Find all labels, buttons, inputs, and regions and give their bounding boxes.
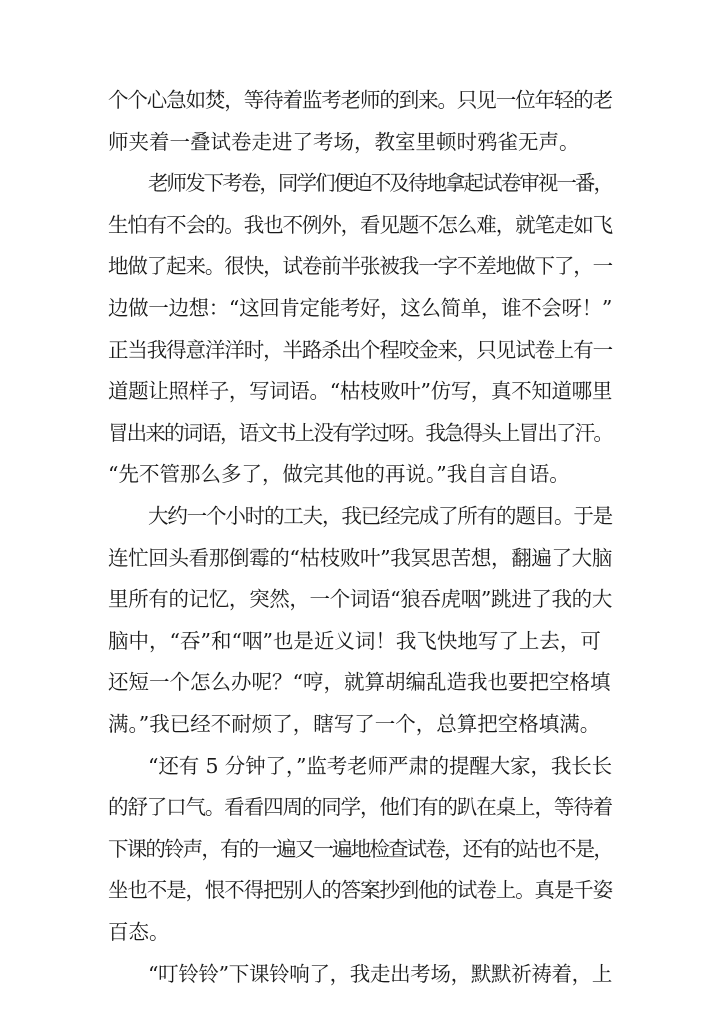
text-line [0,330,720,370]
text-line-content: 地做了起来。很快，试卷前半张被我一字不差地做下了，一 [108,254,612,278]
text-line [0,538,720,578]
text-line-content: “叮铃铃”下课铃响了，我走出考场，默默祈祷着，上 [148,962,612,986]
text-line-content: 道题让照样子，写词语。“枯枝败叶”仿写，真不知道哪里 [108,379,612,403]
text-line-content: 师夹着一叠试卷走进了考场，教室里顿时鸦雀无声。 [108,130,580,154]
text-line [0,496,720,536]
text-line-content: 还短一个怎么办呢？“哼，就算胡编乱造我也要把空格填 [108,670,611,694]
text-line [0,621,720,661]
text-line-content: 脑中，“吞”和“咽”也是近义词！我飞快地写了上去，可 [108,629,601,653]
text-line-content: 坐也不是，恨不得把别人的答案抄到他的试卷上。真是千姿 [108,878,612,902]
text-line [0,954,720,994]
text-line [0,205,720,245]
text-line [0,288,720,328]
text-line-content: 老师发下考卷，同学们便迫不及待地拿起试卷审视一番， [148,171,612,195]
text-line-content: 正当我得意洋洋时，半路杀出个程咬金来，只见试卷上有一 [108,338,612,362]
text-line-content: 连忙回头看那倒霉的“枯枝败叶”我冥思苦想，翻遍了大脑 [108,546,612,570]
text-line-content: 满。”我已经不耐烦了，瞎写了一个，总算把空格填满。 [108,712,601,736]
text-line [0,163,720,203]
text-line [0,371,720,411]
text-line [0,704,720,744]
text-line [0,787,720,827]
text-line-content: “还有 5 分钟了，”监考老师严肃的提醒大家，我长长 [148,754,612,778]
text-line-content: 里所有的记忆，突然，一个词语“狼吞虎咽”跳进了我的大 [108,587,612,611]
text-line [0,662,720,702]
text-line-content: 百态。 [108,920,170,944]
text-line-content: 个个心急如焚，等待着监考老师的到来。只见一位年轻的老 [108,88,612,112]
text-line [0,870,720,910]
text-line-content: 边做一边想：“这回肯定能考好，这么简单，谁不会呀！” [108,296,612,320]
text-line [0,80,720,120]
text-line-content: 下课的铃声，有的一遍又一遍地检查试卷，还有的站也不是， [108,837,612,861]
text-line-content: 生怕有不会的。我也不例外，看见题不怎么难，就笔走如飞 [108,213,612,237]
text-line-content: 大约一个小时的工夫，我已经完成了所有的题目。于是 [148,504,612,528]
text-line [0,912,720,952]
text-line-content: 冒出来的词语，语文书上没有学过呀。我急得头上冒出了汗。 [108,421,612,445]
text-line [0,829,720,869]
text-line [0,454,720,494]
text-line [0,122,720,162]
text-line-content: “先不管那么多了，做完其他的再说。”我自言自语。 [108,462,570,486]
text-line [0,746,720,786]
text-line [0,413,720,453]
text-line [0,579,720,619]
text-line [0,246,720,286]
text-line-content: 的舒了口气。看看四周的同学，他们有的趴在桌上，等待着 [108,795,612,819]
